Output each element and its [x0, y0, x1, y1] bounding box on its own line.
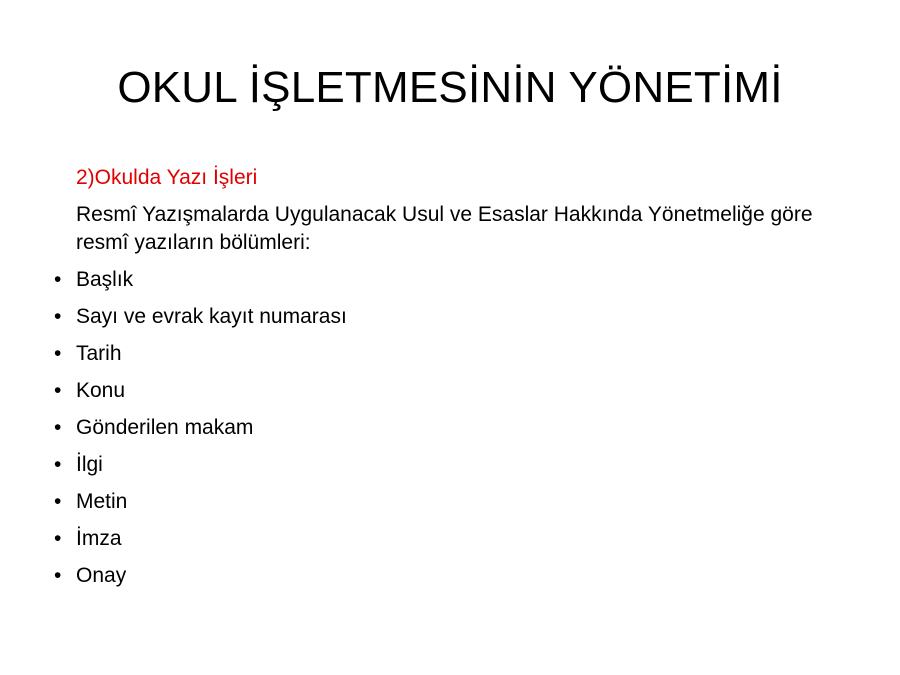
intro-paragraph: Resmî Yazışmalarda Uygulanacak Usul ve Esaslar Hakkında Yönetmeliğe göre resmî yazıların bölümleri:	[76, 203, 813, 254]
bullet-icon: •	[54, 490, 62, 513]
list-item	[45, 525, 855, 553]
slide-title: OKUL İŞLETMESİNİN YÖNETİMİ	[117, 63, 783, 112]
bullet-icon: •	[54, 564, 62, 587]
list-item	[45, 266, 855, 294]
list-item-label: Gönderilen makam	[76, 416, 254, 439]
list-item	[45, 340, 855, 368]
bullet-icon: •	[54, 268, 62, 291]
list-item-label: Başlık	[76, 268, 134, 291]
list-item-label: Metin	[76, 490, 128, 513]
list-item-label: Konu	[76, 379, 126, 402]
list-item-label: Onay	[76, 564, 127, 587]
list-item-label: İlgi	[76, 453, 103, 476]
bullet-icon: •	[54, 305, 62, 328]
bullet-icon: •	[54, 453, 62, 476]
list-item	[45, 414, 855, 442]
bullet-icon: •	[54, 527, 62, 550]
list-item	[45, 377, 855, 405]
list-item-label: Tarih	[76, 342, 122, 365]
bullet-icon: •	[54, 379, 62, 402]
list-item-label: Sayı ve evrak kayıt numarası	[76, 305, 347, 328]
list-item	[45, 488, 855, 516]
list-item	[45, 451, 855, 479]
list-item	[45, 303, 855, 331]
subheading: 2)Okulda Yazı İşleri	[76, 166, 258, 189]
bullet-icon: •	[54, 342, 62, 365]
bullet-list	[45, 266, 855, 590]
list-item-label: İmza	[76, 527, 122, 550]
list-item	[45, 562, 855, 590]
slide-body	[45, 164, 855, 599]
bullet-icon: •	[54, 416, 62, 439]
